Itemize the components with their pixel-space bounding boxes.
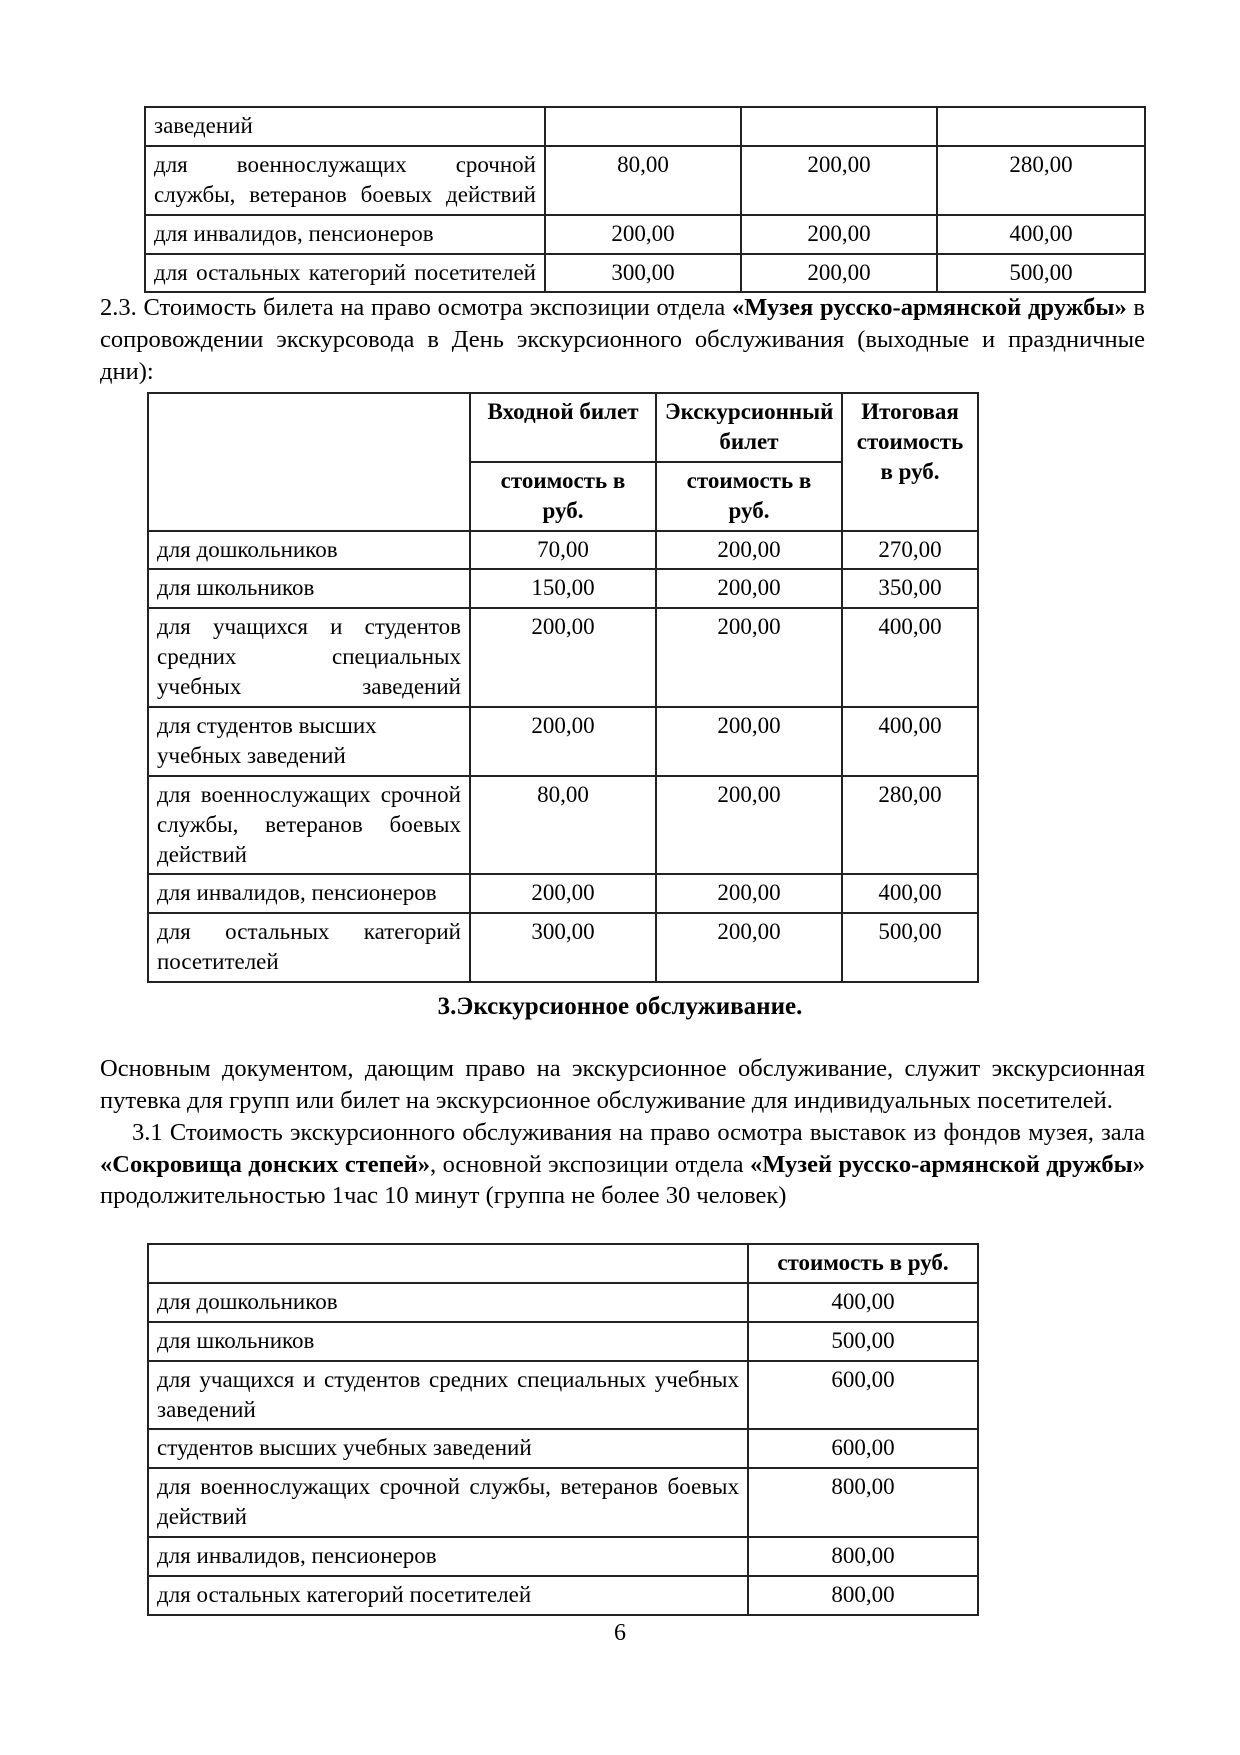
row-total-price: 500,00 — [842, 913, 978, 982]
row-price: 800,00 — [748, 1537, 978, 1576]
row-category-label: заведений — [145, 107, 545, 146]
row-category-label: для остальных категорий посетителей — [148, 1576, 748, 1615]
row-entry-price: 200,00 — [470, 707, 656, 776]
row-total-price: 280,00 — [842, 776, 978, 875]
row-price: 400,00 — [748, 1283, 978, 1322]
row-category-label: для инвалидов, пенсионеров — [145, 215, 545, 254]
row-price: 600,00 — [748, 1429, 978, 1468]
header-total-price: Итоговая стоимость в руб. — [842, 393, 978, 531]
row-entry-price: 300,00 — [470, 913, 656, 982]
paragraph-2-3-prefix: 2.3. Стоимость билета на право осмотра экспозиции отдела — [100, 294, 732, 321]
table-mid-body — [148, 531, 978, 983]
row-tour-price: 200,00 — [656, 531, 842, 570]
row-total-price: 400,00 — [937, 215, 1145, 254]
table-header-row-1 — [148, 393, 978, 462]
table-row — [148, 1468, 978, 1537]
table-row — [148, 1429, 978, 1468]
table-row — [148, 569, 978, 608]
row-tour-price — [741, 107, 937, 146]
header-tour-ticket-unit: стоимость в руб. — [656, 462, 842, 531]
ticket-price-table-continued — [144, 106, 1146, 293]
paragraph-3-1-bold-hall: «Сокровища донских степей» — [100, 1150, 430, 1178]
row-category-label: для военнослужащих срочной службы, ветеранов боевых действий — [148, 1468, 748, 1537]
table-row — [148, 531, 978, 570]
row-entry-price: 150,00 — [470, 569, 656, 608]
row-tour-price: 200,00 — [741, 215, 937, 254]
row-category-label: для военнослужащих срочной службы, ветеранов боевых действий — [148, 776, 470, 875]
row-tour-price: 200,00 — [656, 707, 842, 776]
row-total-price: 270,00 — [842, 531, 978, 570]
row-total-price: 400,00 — [842, 874, 978, 913]
row-tour-price: 200,00 — [656, 913, 842, 982]
row-price: 800,00 — [748, 1576, 978, 1615]
row-category-label: для остальных категорий посетителей — [148, 913, 470, 982]
table-row — [148, 608, 978, 707]
section-3-heading: 3.Экскурсионное обслуживание. — [437, 993, 803, 1020]
table-row — [145, 107, 1145, 146]
table-header-row — [148, 1244, 978, 1283]
row-total-price: 280,00 — [937, 146, 1145, 215]
section-3-text-block — [100, 1053, 1145, 1212]
row-category-label: для остальных категорий посетителей — [145, 254, 545, 293]
table-row — [148, 1576, 978, 1615]
table-row — [148, 1322, 978, 1361]
row-tour-price: 200,00 — [656, 569, 842, 608]
row-total-price — [937, 107, 1145, 146]
table-row — [148, 1361, 978, 1430]
paragraph-3-1-suffix: продолжительностью 1час 10 минут (группа не более 30 человек) — [100, 1182, 787, 1210]
row-entry-price: 200,00 — [545, 215, 741, 254]
page-number: 6 — [614, 1620, 626, 1646]
row-category-label: для школьников — [148, 569, 470, 608]
paragraph-2-3 — [100, 292, 1145, 388]
header-tour-ticket: Экскурсионный билет — [656, 393, 842, 462]
row-total-price: 400,00 — [842, 707, 978, 776]
row-total-price: 350,00 — [842, 569, 978, 608]
row-total-price: 500,00 — [937, 254, 1145, 293]
header-price-rub: стоимость в руб. — [748, 1244, 978, 1283]
header-entry-ticket: Входной билет — [470, 393, 656, 462]
header-empty-corner — [148, 393, 470, 531]
row-category-label: для дошкольников — [148, 531, 470, 570]
table-bottom-head — [148, 1244, 978, 1283]
row-category-label: для военнослужащих срочной службы, ветеранов боевых действий — [145, 146, 545, 215]
paragraph-2-3-suffix: в сопровождении экскурсовода в День экскурсионного обслуживания (выходные и праздничные дни): — [100, 294, 1145, 385]
paragraph-intro: Основным документом, дающим право на экскурсионное обслуживание, служит экскурсионная путевка для групп или билет на экскурсионное обслуживание для индивидуальных посетителей. — [100, 1055, 1145, 1114]
row-category-label: для учащихся и студентов средних специальных учебных заведений — [148, 1361, 748, 1430]
row-entry-price: 70,00 — [470, 531, 656, 570]
row-tour-price: 200,00 — [741, 146, 937, 215]
row-tour-price: 200,00 — [656, 874, 842, 913]
row-entry-price: 200,00 — [470, 608, 656, 707]
table-row — [145, 146, 1145, 215]
paragraph-3-1-mid: , основной экспозиции отдела — [430, 1150, 750, 1178]
table-row — [145, 254, 1145, 293]
tour-day-price-table — [147, 392, 979, 983]
row-category-label: для учащихся и студентов средних специальных учебных заведений — [148, 608, 470, 707]
table-row — [145, 215, 1145, 254]
header-entry-ticket-unit: стоимость в руб. — [470, 462, 656, 531]
table-top-body — [145, 107, 1145, 292]
row-price: 600,00 — [748, 1361, 978, 1430]
row-tour-price: 200,00 — [656, 776, 842, 875]
row-category-label: студентов высших учебных заведений — [148, 1429, 748, 1468]
row-total-price: 400,00 — [842, 608, 978, 707]
table-row — [148, 776, 978, 875]
paragraph-3-1 — [100, 1117, 1145, 1213]
paragraph-3-1-prefix: 3.1 Стоимость экскурсионного обслуживания на право осмотра выставок из фондов музея, зала — [132, 1118, 1145, 1146]
table-mid-head — [148, 393, 978, 531]
row-entry-price: 300,00 — [545, 254, 741, 293]
header-empty-corner — [148, 1244, 748, 1283]
row-price: 500,00 — [748, 1322, 978, 1361]
row-category-label: для студентов высших учебных заведений — [148, 707, 470, 776]
paragraph-2-3-bold-museum: «Музея русско-армянской дружбы» — [731, 294, 1127, 321]
row-category-label: для инвалидов, пенсионеров — [148, 874, 470, 913]
paragraph-3-1-bold-museum: «Музей русско-армянской дружбы» — [749, 1150, 1145, 1178]
row-entry-price: 80,00 — [545, 146, 741, 215]
table-row — [148, 874, 978, 913]
table-bottom-body — [148, 1283, 978, 1615]
paragraph-2-3-block — [100, 292, 1145, 388]
row-category-label: для школьников — [148, 1322, 748, 1361]
table-row — [148, 1283, 978, 1322]
row-category-label: для инвалидов, пенсионеров — [148, 1537, 748, 1576]
row-price: 800,00 — [748, 1468, 978, 1537]
row-category-label: для дошкольников — [148, 1283, 748, 1322]
row-tour-price: 200,00 — [656, 608, 842, 707]
row-entry-price: 200,00 — [470, 874, 656, 913]
row-tour-price: 200,00 — [741, 254, 937, 293]
table-row — [148, 1537, 978, 1576]
row-entry-price — [545, 107, 741, 146]
row-entry-price: 80,00 — [470, 776, 656, 875]
tour-service-price-table — [147, 1243, 979, 1616]
table-row — [148, 913, 978, 982]
table-row — [148, 707, 978, 776]
